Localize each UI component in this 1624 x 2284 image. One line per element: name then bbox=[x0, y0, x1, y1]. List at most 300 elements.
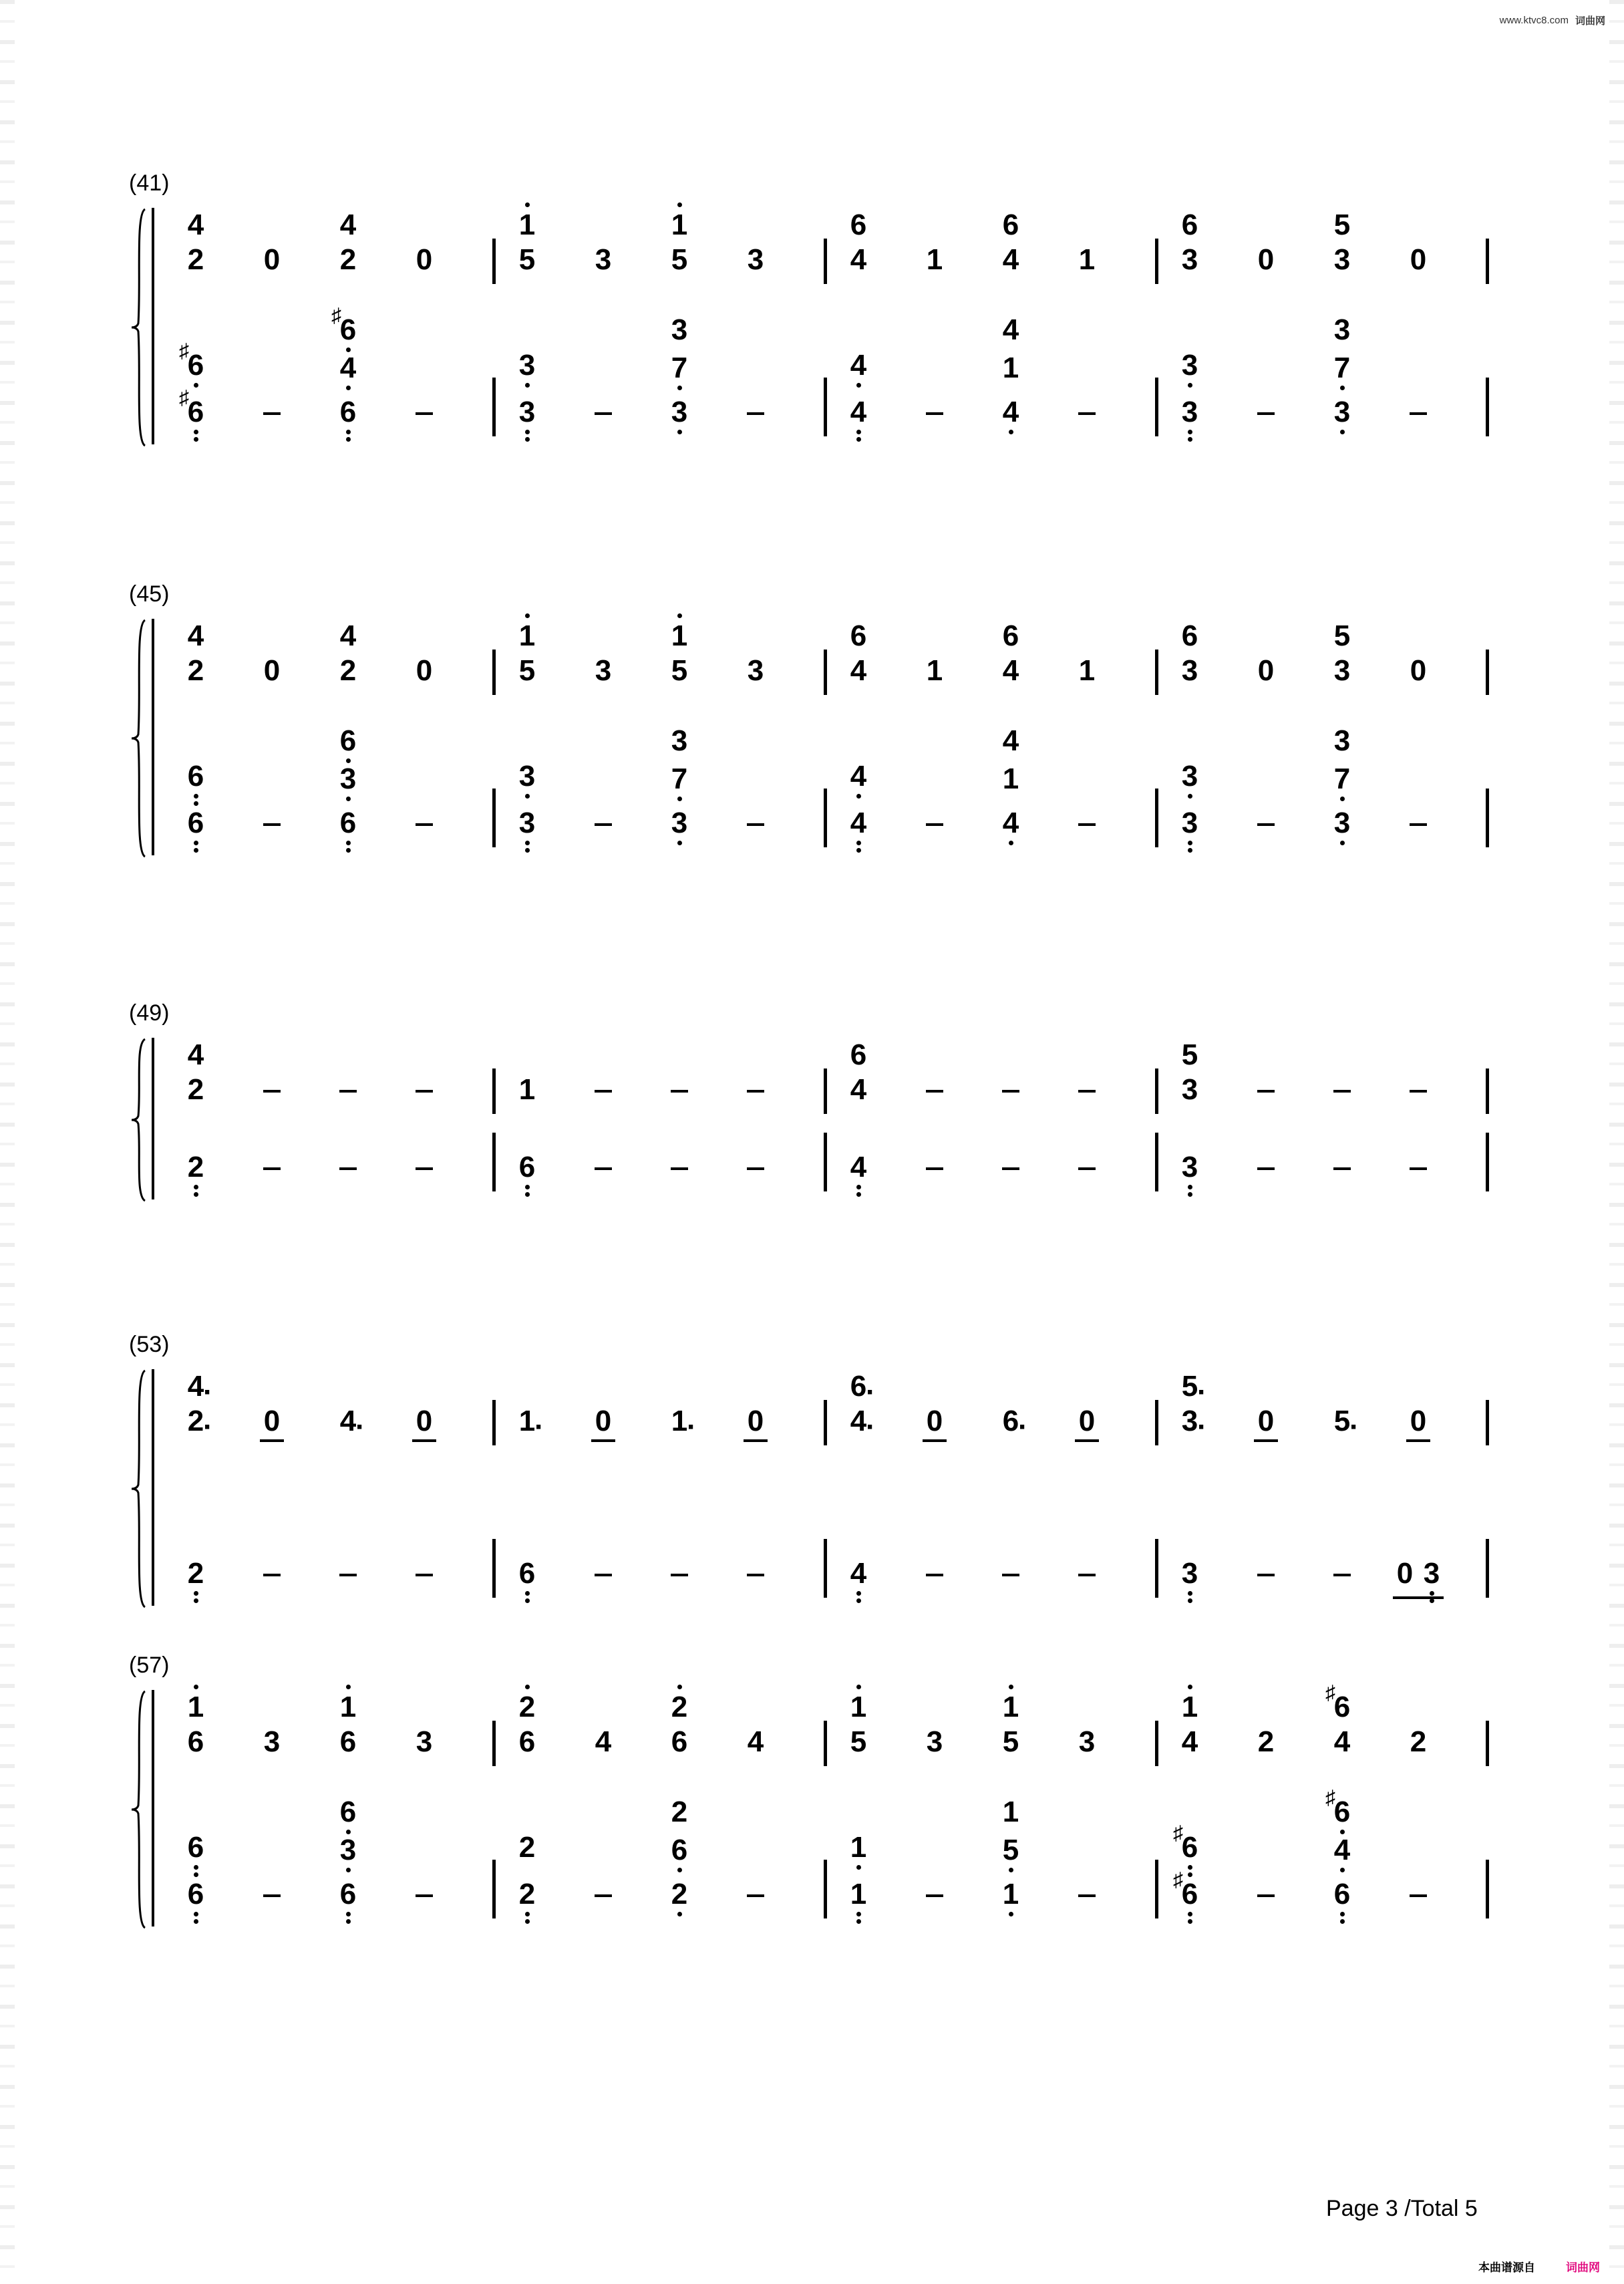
note bbox=[659, 656, 699, 686]
octave-dot-below bbox=[346, 848, 351, 853]
note-digit: 6 bbox=[187, 396, 204, 428]
measure-number: (41) bbox=[129, 170, 170, 196]
note bbox=[328, 1836, 368, 1865]
augmentation-dot: · bbox=[866, 1411, 876, 1443]
augmentation-dot: · bbox=[1197, 1411, 1207, 1443]
note-digit: 3 bbox=[518, 349, 536, 382]
eighth-underline bbox=[1406, 1439, 1430, 1442]
sustain-dash bbox=[1410, 1167, 1427, 1170]
sustain-dash bbox=[263, 1167, 281, 1170]
sustain-dash bbox=[926, 412, 943, 415]
note bbox=[404, 656, 444, 686]
note-digit: 2 bbox=[187, 1405, 204, 1437]
octave-dot-below bbox=[346, 1868, 351, 1872]
note-digit: 0 bbox=[416, 654, 433, 687]
note bbox=[838, 1833, 878, 1862]
note-digit: 0 bbox=[1396, 1557, 1414, 1590]
note bbox=[1170, 1559, 1210, 1588]
sustain-dash bbox=[1410, 1894, 1427, 1897]
note bbox=[838, 1405, 878, 1443]
note bbox=[1322, 315, 1362, 345]
octave-dot-below bbox=[194, 1865, 198, 1870]
octave-dot-below bbox=[194, 1919, 198, 1924]
note-digit: 4 bbox=[187, 208, 204, 241]
augmentation-dot: · bbox=[866, 1376, 876, 1409]
octave-dot-below bbox=[1430, 1598, 1434, 1603]
note bbox=[328, 1693, 368, 1722]
note bbox=[1067, 245, 1107, 275]
system-line bbox=[152, 1038, 154, 1199]
note bbox=[1067, 1727, 1107, 1757]
note-digit: 7 bbox=[1333, 762, 1351, 795]
note bbox=[991, 315, 1031, 345]
note bbox=[1170, 656, 1210, 686]
note bbox=[507, 656, 547, 686]
sustain-dash bbox=[1333, 1167, 1351, 1170]
barline bbox=[492, 239, 496, 284]
note-digit: 6 bbox=[1002, 619, 1019, 652]
note bbox=[1322, 1836, 1362, 1865]
octave-dot-above bbox=[346, 1685, 351, 1689]
octave-dot-below bbox=[677, 430, 682, 434]
note-digit: 2 bbox=[187, 1151, 204, 1183]
note bbox=[991, 1798, 1031, 1827]
note bbox=[328, 621, 368, 651]
note bbox=[736, 245, 776, 275]
note bbox=[252, 1407, 292, 1436]
note-digit: 2 bbox=[1410, 1725, 1427, 1758]
note-digit: 0 bbox=[926, 1405, 943, 1437]
octave-dot-below bbox=[346, 430, 351, 434]
eighth-underline bbox=[591, 1439, 615, 1442]
note bbox=[176, 387, 216, 428]
note-digit: 2 bbox=[671, 1691, 688, 1723]
note bbox=[507, 1405, 547, 1443]
note bbox=[1170, 1869, 1210, 1910]
note bbox=[915, 656, 955, 686]
note bbox=[583, 245, 623, 275]
octave-dot-below bbox=[1340, 797, 1345, 801]
site-footer bbox=[1478, 2258, 1600, 2275]
note-digit: 4 bbox=[1002, 654, 1019, 687]
note bbox=[583, 1727, 623, 1757]
sustain-dash bbox=[1078, 1090, 1096, 1093]
note-digit: 4 bbox=[850, 1405, 867, 1437]
note-digit: 2 bbox=[671, 1878, 688, 1910]
octave-dot-below bbox=[1188, 1865, 1192, 1870]
barline bbox=[824, 1860, 827, 1918]
octave-dot-below bbox=[346, 437, 351, 442]
note-digit: 6 bbox=[671, 1725, 688, 1758]
note bbox=[659, 353, 699, 383]
note bbox=[176, 809, 216, 838]
note bbox=[991, 210, 1031, 240]
octave-dot-below bbox=[194, 1872, 198, 1877]
note bbox=[659, 315, 699, 345]
note-digit: 3 bbox=[1423, 1557, 1440, 1590]
sustain-dash bbox=[263, 1574, 281, 1576]
augmentation-dot: · bbox=[203, 1411, 213, 1443]
octave-dot-above bbox=[677, 613, 682, 618]
note-digit: 5 bbox=[518, 243, 536, 276]
sustain-dash bbox=[1257, 412, 1275, 415]
note bbox=[507, 1693, 547, 1722]
note-digit: 5 bbox=[671, 243, 688, 276]
sustain-dash bbox=[595, 1894, 612, 1897]
note bbox=[991, 353, 1031, 383]
barline bbox=[1155, 1860, 1158, 1918]
octave-dot-below bbox=[1009, 1912, 1013, 1916]
sustain-dash bbox=[1078, 823, 1096, 826]
note bbox=[915, 245, 955, 275]
note bbox=[1170, 762, 1210, 791]
note bbox=[328, 726, 368, 756]
note-digit: 6 bbox=[1333, 1878, 1351, 1910]
octave-dot-below bbox=[856, 1865, 861, 1870]
sustain-dash bbox=[1002, 1574, 1019, 1576]
octave-dot-below bbox=[1188, 848, 1192, 853]
octave-dot-below bbox=[856, 383, 861, 388]
note-digit: 6 bbox=[518, 1725, 536, 1758]
barline bbox=[824, 1721, 827, 1766]
note bbox=[252, 656, 292, 686]
sustain-dash bbox=[1410, 823, 1427, 826]
note bbox=[991, 764, 1031, 794]
note bbox=[659, 210, 699, 240]
sustain-dash bbox=[747, 412, 764, 415]
note bbox=[1246, 1727, 1286, 1757]
eighth-underline bbox=[412, 1439, 436, 1442]
note bbox=[1246, 245, 1286, 275]
octave-dot-below bbox=[525, 848, 530, 853]
sharp-sign: ♯ bbox=[1325, 1682, 1335, 1704]
note-digit: 1 bbox=[518, 619, 536, 652]
barline bbox=[492, 1133, 496, 1191]
sustain-dash bbox=[747, 823, 764, 826]
note-digit: 0 bbox=[416, 1405, 433, 1437]
note-digit: 5 bbox=[1002, 1834, 1019, 1866]
note bbox=[176, 245, 216, 275]
note bbox=[176, 340, 216, 382]
note-digit: 4 bbox=[850, 1073, 867, 1106]
note-digit: 6 bbox=[671, 1834, 688, 1866]
note bbox=[991, 621, 1031, 651]
octave-dot-below bbox=[1009, 1868, 1013, 1872]
note bbox=[507, 1880, 547, 1909]
sustain-dash bbox=[416, 823, 433, 826]
note-digit: 1 bbox=[1002, 762, 1019, 795]
octave-dot-below bbox=[346, 1912, 351, 1916]
octave-dot-below bbox=[194, 437, 198, 442]
note bbox=[838, 1880, 878, 1909]
note-digit: 2 bbox=[339, 243, 357, 276]
barline bbox=[492, 1539, 496, 1598]
left-edge-watermark bbox=[0, 0, 15, 2284]
sustain-dash bbox=[747, 1167, 764, 1170]
eighth-underline bbox=[1075, 1439, 1099, 1442]
barline bbox=[1155, 789, 1158, 847]
note-digit: 1 bbox=[518, 1073, 536, 1106]
octave-dot-below bbox=[856, 1919, 861, 1924]
sustain-dash bbox=[595, 1090, 612, 1093]
octave-dot-below bbox=[1430, 1591, 1434, 1596]
note bbox=[507, 762, 547, 791]
note bbox=[176, 1040, 216, 1070]
note bbox=[838, 1040, 878, 1070]
sustain-dash bbox=[263, 412, 281, 415]
sustain-dash bbox=[595, 823, 612, 826]
note-digit: 4 bbox=[187, 1038, 204, 1071]
octave-dot-below bbox=[1188, 1872, 1192, 1877]
site-header bbox=[1500, 13, 1605, 27]
note bbox=[507, 1075, 547, 1105]
note bbox=[659, 1880, 699, 1909]
note-digit: 1 bbox=[671, 619, 688, 652]
page-number: Page 3 /Total 5 bbox=[1326, 2196, 1478, 2221]
note-digit: 3 bbox=[926, 1725, 943, 1758]
note bbox=[1398, 656, 1438, 686]
note-digit: 2 bbox=[518, 1691, 536, 1723]
note-digit: 6 bbox=[1181, 208, 1198, 241]
note-digit: 5 bbox=[1181, 1038, 1198, 1071]
system-brace bbox=[129, 1369, 149, 1608]
note-digit: 6 bbox=[339, 1878, 357, 1910]
sustain-dash bbox=[595, 412, 612, 415]
octave-dot-below bbox=[525, 1185, 530, 1189]
note-digit: 5 bbox=[1333, 619, 1351, 652]
barline bbox=[824, 1400, 827, 1445]
eighth-beam bbox=[1393, 1596, 1444, 1599]
sustain-dash bbox=[671, 1090, 688, 1093]
sustain-dash bbox=[926, 1090, 943, 1093]
octave-dot-below bbox=[346, 1919, 351, 1924]
note bbox=[991, 398, 1031, 427]
note-digit: 7 bbox=[671, 762, 688, 795]
note-digit: 6 bbox=[1002, 1405, 1019, 1437]
sustain-dash bbox=[1078, 412, 1096, 415]
octave-dot-below bbox=[194, 1912, 198, 1916]
octave-dot-below bbox=[194, 430, 198, 434]
note-digit: 6 bbox=[187, 1725, 204, 1758]
barline bbox=[492, 1860, 496, 1918]
note bbox=[838, 351, 878, 380]
note bbox=[328, 1880, 368, 1909]
note-digit: 4 bbox=[850, 1151, 867, 1183]
note bbox=[659, 621, 699, 651]
note-digit: 4 bbox=[339, 1405, 357, 1437]
note-digit: 5 bbox=[1002, 1725, 1019, 1758]
measure-number: (45) bbox=[129, 581, 170, 607]
note-digit: 1 bbox=[926, 654, 943, 687]
note-digit: 2 bbox=[187, 243, 204, 276]
note bbox=[1170, 1405, 1210, 1443]
note-digit: 1 bbox=[1078, 654, 1096, 687]
note bbox=[659, 809, 699, 838]
barline bbox=[824, 650, 827, 695]
sustain-dash bbox=[1257, 1574, 1275, 1576]
site-name: 词曲网 bbox=[1575, 15, 1605, 27]
octave-dot-below bbox=[346, 797, 351, 801]
note bbox=[404, 245, 444, 275]
octave-dot-above bbox=[1009, 1685, 1013, 1689]
octave-dot-below bbox=[346, 386, 351, 390]
note-digit: 4 bbox=[339, 619, 357, 652]
note-digit: 1 bbox=[1002, 351, 1019, 384]
sustain-dash bbox=[926, 1574, 943, 1576]
octave-dot-below bbox=[1188, 794, 1192, 799]
note bbox=[838, 621, 878, 651]
note-digit: 4 bbox=[1002, 243, 1019, 276]
octave-dot-below bbox=[856, 1598, 861, 1603]
note-digit: 3 bbox=[416, 1725, 433, 1758]
note-digit: 4 bbox=[850, 760, 867, 793]
note-digit: 3 bbox=[595, 654, 612, 687]
note-digit: 3 bbox=[671, 313, 688, 346]
sustain-dash bbox=[1410, 1090, 1427, 1093]
octave-dot-below bbox=[194, 848, 198, 853]
sustain-dash bbox=[1002, 1090, 1019, 1093]
note bbox=[176, 1075, 216, 1105]
note-digit: 4 bbox=[1002, 807, 1019, 839]
sustain-dash bbox=[926, 1894, 943, 1897]
note bbox=[736, 1727, 776, 1757]
note-digit: 6 bbox=[339, 1725, 357, 1758]
note bbox=[507, 1559, 547, 1588]
octave-dot-below bbox=[856, 848, 861, 853]
note bbox=[1170, 1075, 1210, 1105]
note bbox=[252, 245, 292, 275]
note bbox=[838, 1075, 878, 1105]
octave-dot-below bbox=[1188, 383, 1192, 388]
octave-dot-below bbox=[1340, 841, 1345, 845]
barline bbox=[824, 1133, 827, 1191]
octave-dot-below bbox=[1340, 1919, 1345, 1924]
note bbox=[838, 398, 878, 427]
note-digit: 6 bbox=[339, 396, 357, 428]
note-digit: 0 bbox=[1257, 654, 1275, 687]
note-digit: 4 bbox=[339, 208, 357, 241]
note bbox=[1067, 656, 1107, 686]
note bbox=[176, 1405, 216, 1443]
barline bbox=[1486, 239, 1489, 284]
note-digit: 6 bbox=[850, 619, 867, 652]
note-digit: 3 bbox=[1333, 724, 1351, 757]
sustain-dash bbox=[263, 823, 281, 826]
note-digit: 3 bbox=[595, 243, 612, 276]
note-digit: 3 bbox=[1333, 396, 1351, 428]
sharp-sign: ♯ bbox=[179, 340, 189, 362]
note-digit: 3 bbox=[518, 396, 536, 428]
note bbox=[176, 621, 216, 651]
note bbox=[1170, 809, 1210, 838]
note bbox=[328, 1798, 368, 1827]
note-digit: 1 bbox=[1002, 1796, 1019, 1828]
note bbox=[328, 1727, 368, 1757]
octave-dot-below bbox=[1340, 1868, 1345, 1872]
note bbox=[1246, 656, 1286, 686]
barline bbox=[1486, 1133, 1489, 1191]
note-digit: 2 bbox=[518, 1878, 536, 1910]
octave-dot-below bbox=[194, 841, 198, 845]
note-digit: 0 bbox=[1410, 243, 1427, 276]
barline bbox=[1155, 1068, 1158, 1114]
barline bbox=[1155, 1133, 1158, 1191]
note bbox=[991, 809, 1031, 838]
sustain-dash bbox=[747, 1574, 764, 1576]
octave-dot-below bbox=[525, 1591, 530, 1596]
barline bbox=[824, 1068, 827, 1114]
system-line bbox=[152, 1690, 154, 1926]
note bbox=[507, 621, 547, 651]
note bbox=[1322, 1787, 1362, 1828]
note-digit: 1 bbox=[671, 1405, 688, 1437]
note bbox=[1398, 1727, 1438, 1757]
note-digit: 1 bbox=[1002, 1691, 1019, 1723]
note-digit: 6 bbox=[1333, 1691, 1351, 1723]
note-digit: 3 bbox=[1181, 1557, 1198, 1590]
note-digit: 1 bbox=[850, 1878, 867, 1910]
octave-dot-below bbox=[1188, 1919, 1192, 1924]
note-digit: 4 bbox=[1002, 396, 1019, 428]
note bbox=[1170, 1370, 1210, 1409]
note-digit: 4 bbox=[1002, 313, 1019, 346]
note bbox=[176, 210, 216, 240]
note-digit: 3 bbox=[1181, 654, 1198, 687]
octave-dot-below bbox=[194, 794, 198, 799]
note-digit: 0 bbox=[595, 1405, 612, 1437]
note-digit: 4 bbox=[1333, 1725, 1351, 1758]
augmentation-dot: · bbox=[687, 1411, 697, 1443]
note-digit: 0 bbox=[1410, 654, 1427, 687]
note-digit: 2 bbox=[187, 1557, 204, 1590]
octave-dot-below bbox=[1340, 1912, 1345, 1916]
octave-dot-below bbox=[1188, 1912, 1192, 1916]
note bbox=[507, 1727, 547, 1757]
note-digit: 5 bbox=[850, 1725, 867, 1758]
sustain-dash bbox=[1333, 1090, 1351, 1093]
note-digit: 0 bbox=[416, 243, 433, 276]
note-digit: 3 bbox=[671, 396, 688, 428]
note bbox=[1170, 1727, 1210, 1757]
note-digit: 3 bbox=[1181, 1073, 1198, 1106]
octave-dot-below bbox=[525, 1192, 530, 1197]
note-digit: 4 bbox=[850, 396, 867, 428]
eighth-underline bbox=[744, 1439, 768, 1442]
note-digit: 5 bbox=[1181, 1370, 1198, 1403]
octave-dot-below bbox=[1009, 430, 1013, 434]
note bbox=[838, 1559, 878, 1588]
octave-dot-above bbox=[1188, 1685, 1192, 1689]
note-digit: 4 bbox=[850, 1557, 867, 1590]
note bbox=[328, 398, 368, 427]
note-digit: 6 bbox=[339, 313, 357, 346]
note-digit: 6 bbox=[1181, 1831, 1198, 1864]
note-digit: 3 bbox=[1181, 807, 1198, 839]
barline bbox=[1155, 1400, 1158, 1445]
note-digit: 4 bbox=[850, 807, 867, 839]
note-digit: 3 bbox=[1078, 1725, 1096, 1758]
note-digit: 4 bbox=[339, 351, 357, 384]
note bbox=[507, 351, 547, 380]
sustain-dash bbox=[1002, 1167, 1019, 1170]
octave-dot-below bbox=[1188, 1591, 1192, 1596]
sharp-sign: ♯ bbox=[1173, 1822, 1183, 1844]
octave-dot-below bbox=[346, 841, 351, 845]
sustain-dash bbox=[1257, 823, 1275, 826]
sharp-sign: ♯ bbox=[1173, 1869, 1183, 1891]
eighth-underline bbox=[923, 1439, 947, 1442]
octave-dot-below bbox=[525, 437, 530, 442]
